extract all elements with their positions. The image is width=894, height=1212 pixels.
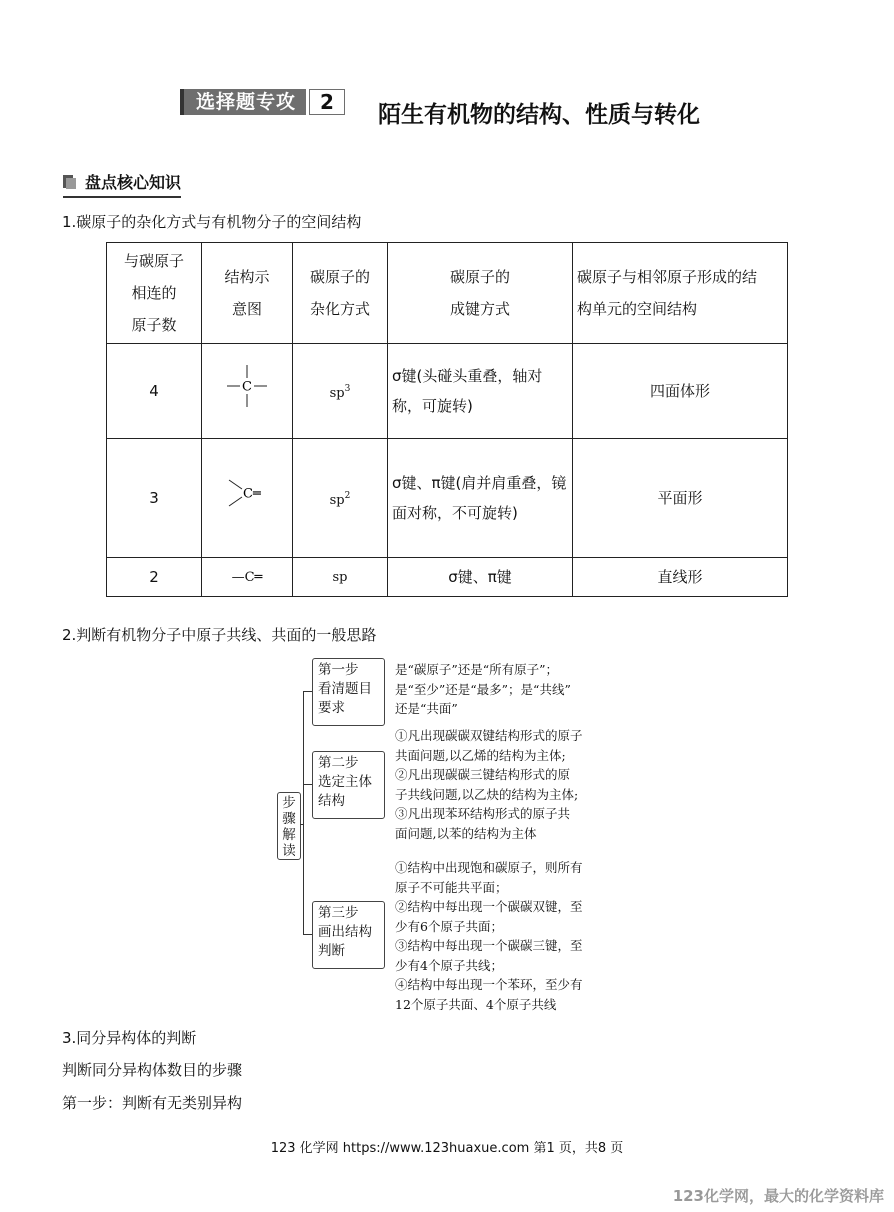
- item3-line1: 判断同分异构体数目的步骤: [62, 1061, 243, 1079]
- item3-heading: 3.同分异构体的判断: [62, 1029, 197, 1047]
- step3-text: ①结构中出现饱和碳原子，则所有 原子不可能共平面； ②结构中每出现一个碳碳双键，至 少有6个原子共面； ③结构中每出现一个碳碳三键，至 少有4个原子共线； ④结构中每出现一个苯环，至少有 12个原子共面、4个原子共线: [395, 860, 583, 1012]
- svg-text:C: C: [242, 379, 252, 394]
- badge-label: 选择题专攻: [180, 89, 306, 115]
- badge-number: 2: [309, 89, 345, 115]
- item1-heading: 1.碳原子的杂化方式与有机物分子的空间结构: [62, 213, 362, 231]
- header-cell: 碳原子与相邻原子形成的结 构单元的空间结构: [573, 243, 788, 344]
- step1-text: 是“碳原子”还是“所有原子”； 是“至少”还是“最多”；是“共线” 还是“共面”: [395, 662, 571, 716]
- item3-line2: 第一步：判断有无类别异构: [62, 1094, 243, 1112]
- step2-box: 第二步 选定主体 结构: [312, 751, 385, 819]
- step2-text: ①凡出现碳碳双键结构形式的原子 共面问题,以乙烯的结构为主体; ②凡出现碳碳三键结构形式的原 子共线问题,以乙炔的结构为主体; ③凡出现苯环结构形式的原子共 面问题,以苯的结构为主体: [395, 728, 583, 841]
- header-cell: 碳原子的 杂化方式: [293, 243, 388, 344]
- connector: [303, 934, 312, 935]
- shape-cell: 四面体形: [573, 344, 788, 439]
- count-cell: 2: [107, 558, 202, 597]
- item2-heading: 2.判断有机物分子中原子共线、共面的一般思路: [62, 626, 377, 644]
- root-label: 步骤解读: [282, 795, 296, 859]
- header-cell: 碳原子的 成键方式: [388, 243, 573, 344]
- header-cell: 结构示 意图: [202, 243, 293, 344]
- connector: [303, 691, 304, 935]
- hybrid-cell: $sp^2$: [293, 439, 388, 558]
- bond-cell: σ键(头碰头重叠，轴对称，可旋转): [388, 344, 573, 439]
- page-title: 陌生有机物的结构、性质与转化: [378, 101, 700, 128]
- svg-text:C═: C═: [243, 486, 261, 501]
- step3-box: 第三步 画出结构 判断: [312, 901, 385, 969]
- watermark: 123化学网，最大的化学资料库: [672, 1187, 884, 1205]
- connector: [303, 691, 312, 692]
- count-cell: 3: [107, 439, 202, 558]
- shape-cell: 平面形: [573, 439, 788, 558]
- page-footer: 123 化学网 https://www.123huaxue.com 第1 页，共8 页: [270, 1141, 624, 1156]
- hybrid-cell: $sp^3$: [293, 344, 388, 439]
- sp-structure-diagram: —C═: [231, 570, 263, 585]
- section-title: 盘点核心知识: [85, 173, 182, 192]
- bond-cell: σ键、π键(肩并肩重叠，镜面对称，不可旋转): [388, 439, 573, 558]
- bond-cell: σ键、π键: [388, 558, 573, 597]
- connector: [303, 784, 312, 785]
- count-cell: 4: [107, 344, 202, 439]
- header-cell: 与碳原子 相连的 原子数: [107, 243, 202, 344]
- shape-cell: 直线形: [573, 558, 788, 597]
- step1-box: 第一步 看清题目 要求: [312, 658, 385, 726]
- root-box: [277, 792, 301, 860]
- hybrid-cell: sp: [293, 558, 388, 597]
